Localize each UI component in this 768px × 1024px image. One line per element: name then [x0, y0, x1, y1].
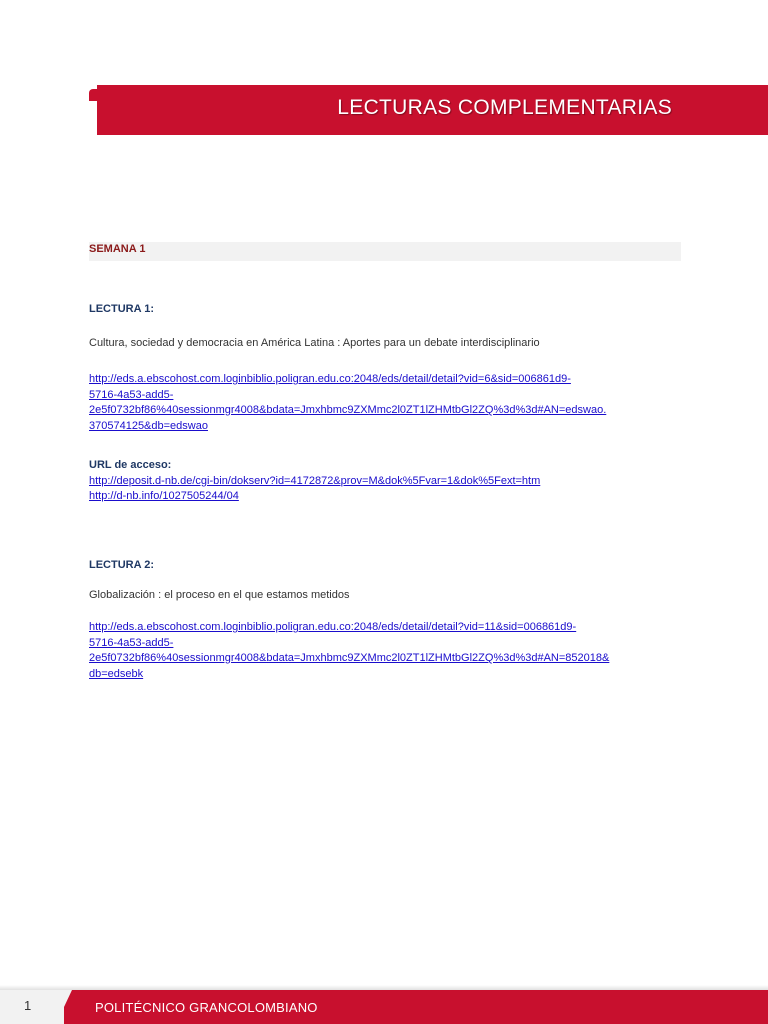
lectura-1-link[interactable] — [89, 372, 685, 434]
lectura-2-link-line[interactable]: http://eds.a.ebscohost.com.loginbiblio.poligran.edu.co:2048/eds/detail/detail?vid=11&sid=006861d9- — [89, 621, 577, 633]
lectura-2-link-line[interactable]: 5716-4a53-add5- — [89, 636, 174, 649]
footer-slant-decoration — [56, 990, 72, 1024]
lectura-2-heading: LECTURA 2: — [89, 559, 154, 571]
lectura-1-link-line[interactable]: http://eds.a.ebscohost.com.loginbiblio.poligran.edu.co:2048/eds/detail/detail?vid=6&sid=006861d9- — [89, 373, 571, 385]
page-title: LECTURAS COMPLEMENTARIAS — [337, 96, 672, 119]
page-number: 1 — [24, 998, 32, 1013]
footer-organization: POLITÉCNICO GRANCOLOMBIANO — [95, 1000, 318, 1015]
lectura-1-heading: LECTURA 1: — [89, 303, 154, 315]
lectura-1-link-line[interactable]: 5716-4a53-add5- — [89, 388, 174, 401]
lectura-2-link-line[interactable]: 2e5f0732bf86%40sessionmgr4008&bdata=Jmxhbmc9ZXMmc2l0ZT1lZHMtbGl2ZQ%3d%3d#AN=852018& — [89, 652, 610, 664]
lectura-1-access-block — [89, 458, 685, 505]
lectura-2-title: Globalización : el proceso en el que estamos metidos — [89, 589, 350, 601]
access-link-dnb[interactable]: http://d-nb.info/1027505244/04 — [89, 490, 239, 502]
lectura-1-link-line[interactable]: 370574125&db=edswao — [89, 419, 208, 432]
lectura-2-link[interactable] — [89, 620, 685, 682]
week-bar — [89, 242, 681, 261]
lectura-2-link-line[interactable]: db=edsebk — [89, 667, 144, 680]
url-access-label: URL de acceso: — [89, 459, 172, 471]
lectura-1-title: Cultura, sociedad y democracia en América Latina : Aportes para un debate interdisciplinario — [89, 337, 540, 349]
footer-page-box — [0, 990, 64, 1024]
lectura-1-link-line[interactable]: 2e5f0732bf86%40sessionmgr4008&bdata=Jmxhbmc9ZXMmc2l0ZT1lZHMtbGl2ZQ%3d%3d#AN=edswao. — [89, 404, 607, 416]
access-link-deposit[interactable]: http://deposit.d-nb.de/cgi-bin/dokserv?id=4172872&prov=M&dok%5Fvar=1&dok%5Fext=htm — [89, 474, 541, 487]
week-label: SEMANA 1 — [89, 243, 146, 255]
